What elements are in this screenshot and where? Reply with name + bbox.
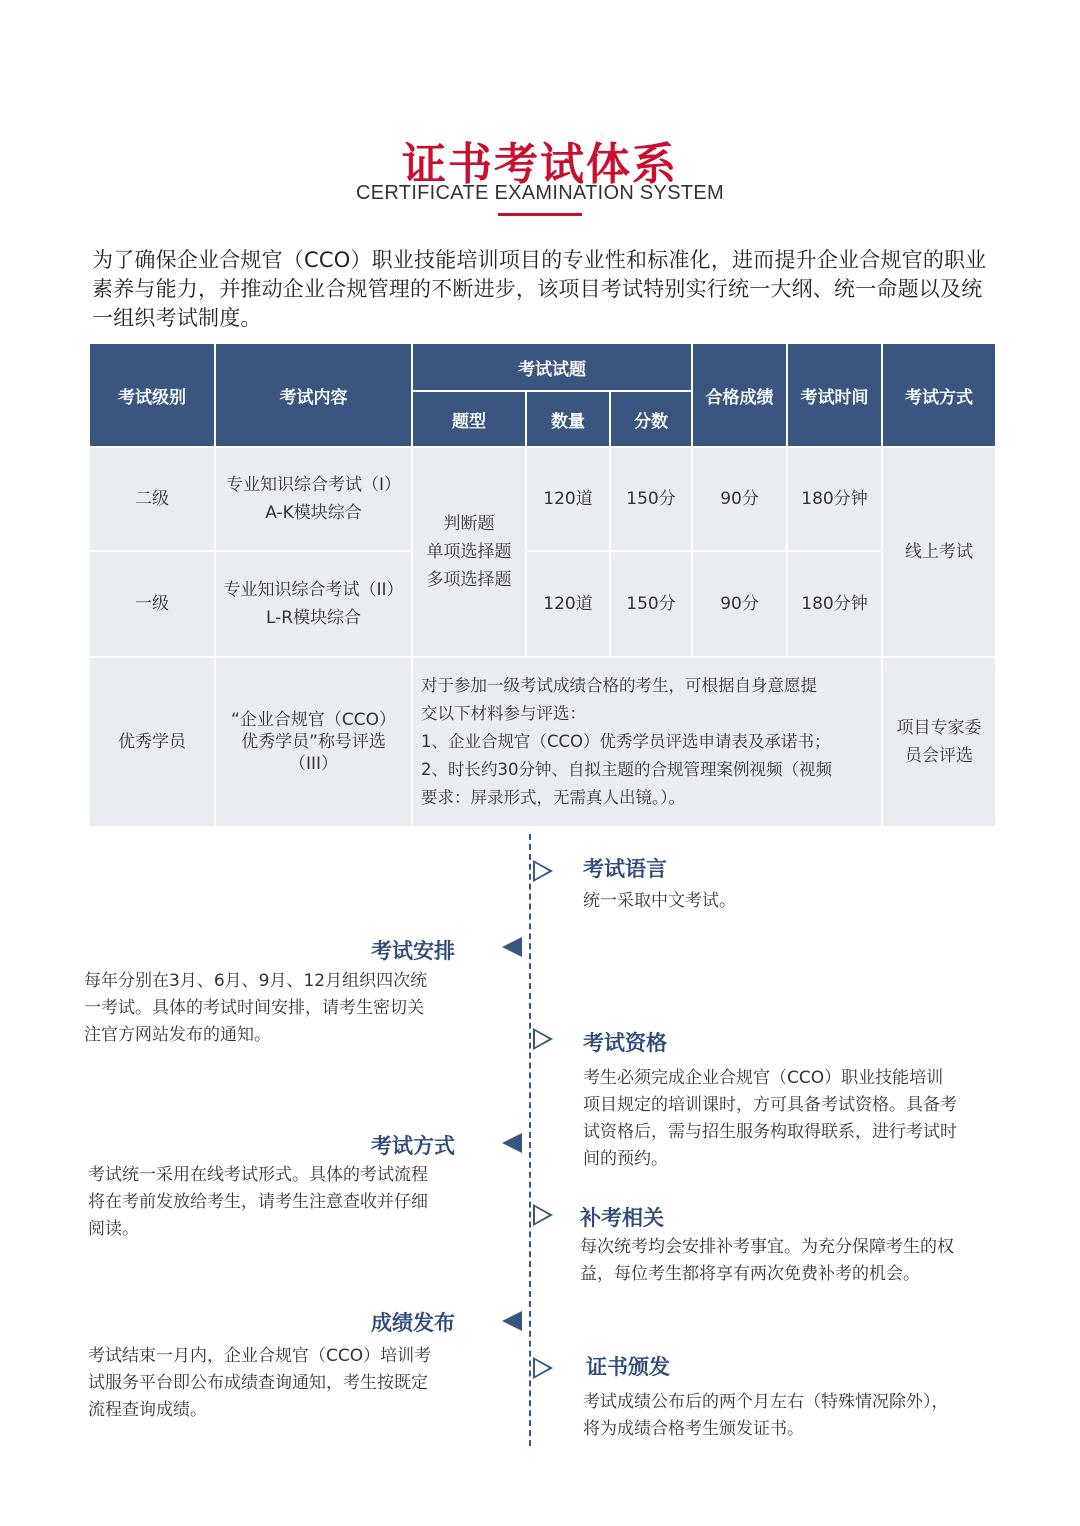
question-type-cell xyxy=(412,447,526,657)
arrow-left-icon xyxy=(502,1133,522,1153)
header-score: 分数 xyxy=(610,391,692,447)
header-type: 题型 xyxy=(412,391,526,447)
header-questions: 考试试题 xyxy=(412,343,692,391)
arrow-right-icon xyxy=(533,1357,553,1379)
text-line: 每次统考均会安排补考事宜。为充分保障考生的权 xyxy=(580,1237,954,1257)
header-content: 考试内容 xyxy=(215,343,412,447)
schedule-text xyxy=(84,968,464,1049)
text-line: 考试结束一月内，企业合规官（CCO）培训考 xyxy=(88,1346,432,1366)
arrow-right-icon xyxy=(533,1204,553,1226)
header-pass: 合格成绩 xyxy=(692,343,787,447)
method-line: 员会评选 xyxy=(905,746,974,766)
excellent-desc-cell xyxy=(412,657,882,827)
qualification-title: 考试资格 xyxy=(583,1031,667,1055)
text-line: 统一采取中文考试。 xyxy=(583,891,736,911)
text-line: 考试成绩公布后的两个月左右（特殊情况除外）， xyxy=(583,1392,949,1412)
method-cell: 线上考试 xyxy=(882,447,996,657)
count-cell: 120道 xyxy=(526,551,610,657)
text-line: 将为成绩合格考生颁发证书。 xyxy=(583,1419,804,1439)
language-title: 考试语言 xyxy=(583,857,667,881)
desc-line: 1、企业合规官（CCO）优秀学员评选申请表及承诺书； xyxy=(421,732,831,751)
content-line: L-R模块综合 xyxy=(265,608,362,628)
retake-title: 补考相关 xyxy=(580,1206,664,1230)
text-line: 试资格后，需与招生服务构取得联系，进行考试时 xyxy=(583,1122,957,1142)
method-cell xyxy=(882,657,996,827)
score-cell: 150分 xyxy=(610,447,692,551)
content-line: 专业知识综合考试（I） xyxy=(225,475,401,495)
score-cell: 150分 xyxy=(610,551,692,657)
certificate-text xyxy=(583,1389,1003,1443)
page-title: 证书考试体系 xyxy=(402,139,678,190)
desc-line: 交以下材料参与评选： xyxy=(421,704,586,723)
question-type: 判断题 xyxy=(443,514,495,534)
desc-line: 2、时长约30分钟、自拟主题的合规管理案例视频（视频 xyxy=(421,760,832,779)
retake-text xyxy=(580,1234,990,1288)
text-line: 试服务平台即公布成绩查询通知，考生按既定 xyxy=(88,1373,428,1393)
desc-line: 要求：屏录形式，无需真人出镜。）。 xyxy=(421,788,685,807)
title-underline xyxy=(498,213,582,216)
content-line: A-K模块综合 xyxy=(265,503,362,523)
pass-cell: 90分 xyxy=(692,551,787,657)
count-cell: 120道 xyxy=(526,447,610,551)
header-time: 考试时间 xyxy=(787,343,882,447)
arrow-left-icon xyxy=(502,1311,522,1331)
table-row xyxy=(89,551,996,657)
header-method: 考试方式 xyxy=(882,343,996,447)
pass-cell: 90分 xyxy=(692,447,787,551)
level-cell: 二级 xyxy=(89,447,215,551)
time-cell: 180分钟 xyxy=(787,447,882,551)
method-title: 考试方式 xyxy=(371,1134,455,1158)
level-cell: 优秀学员 xyxy=(89,657,215,827)
schedule-title: 考试安排 xyxy=(371,939,455,963)
time-cell: 180分钟 xyxy=(787,551,882,657)
text-line: 将在考前发放给考生，请考生注意查收并仔细 xyxy=(88,1192,428,1212)
text-line: 益，每位考生都将享有两次免费补考的机会。 xyxy=(580,1264,920,1284)
text-line: 一考试。具体的考试时间安排，请考生密切关 xyxy=(84,998,424,1018)
intro-paragraph: 为了确保企业合规官（CCO）职业技能培训项目的专业性和标准化，进而提升企业合规官的职业素养与能力，并推动企业合规管理的不断进步，该项目考试特别实行统一大纲、统一命题以及统一组织考试制度。 xyxy=(92,248,987,330)
question-type: 单项选择题 xyxy=(426,542,512,562)
qualification-text xyxy=(583,1065,993,1173)
header-count: 数量 xyxy=(526,391,610,447)
page-subtitle: CERTIFICATE EXAMINATION SYSTEM xyxy=(356,182,724,204)
timeline-dashed-line xyxy=(529,834,531,1446)
text-line: 注官方网站发布的通知。 xyxy=(84,1025,271,1045)
level-cell: 一级 xyxy=(89,551,215,657)
text-line: 考生必须完成企业合规官（CCO）职业技能培训 xyxy=(583,1068,944,1088)
results-title: 成绩发布 xyxy=(371,1311,455,1335)
content-line: 专业知识综合考试（II） xyxy=(223,580,404,600)
content-line: 优秀学员”称号评选 xyxy=(241,732,386,752)
method-text xyxy=(88,1162,468,1243)
question-type: 多项选择题 xyxy=(426,570,512,590)
results-text xyxy=(88,1343,468,1424)
text-line: 项目规定的培训课时，方可具备考试资格。具备考 xyxy=(583,1095,957,1115)
table-row xyxy=(89,447,996,551)
content-cell xyxy=(215,657,412,827)
language-text xyxy=(583,888,983,915)
text-line: 间的预约。 xyxy=(583,1149,668,1169)
content-cell xyxy=(215,447,412,551)
desc-line: 对于参加一级考试成绩合格的考生，可根据自身意愿提 xyxy=(421,676,817,695)
method-line: 项目专家委 xyxy=(896,718,982,738)
content-cell xyxy=(215,551,412,657)
arrow-right-icon xyxy=(533,860,553,882)
arrow-left-icon xyxy=(502,937,522,957)
text-line: 流程查询成绩。 xyxy=(88,1400,207,1420)
text-line: 阅读。 xyxy=(88,1219,139,1239)
text-line: 每年分别在3月、6月、9月、12月组织四次统 xyxy=(84,971,428,991)
header-level: 考试级别 xyxy=(89,343,215,447)
exam-table xyxy=(88,342,997,828)
content-line: （III） xyxy=(288,754,339,774)
certificate-title: 证书颁发 xyxy=(586,1355,670,1379)
arrow-right-icon xyxy=(533,1028,553,1050)
table-row xyxy=(89,657,996,827)
text-line: 考试统一采用在线考试形式。具体的考试流程 xyxy=(88,1165,428,1185)
content-line: “企业合规官（CCO） xyxy=(231,710,396,730)
